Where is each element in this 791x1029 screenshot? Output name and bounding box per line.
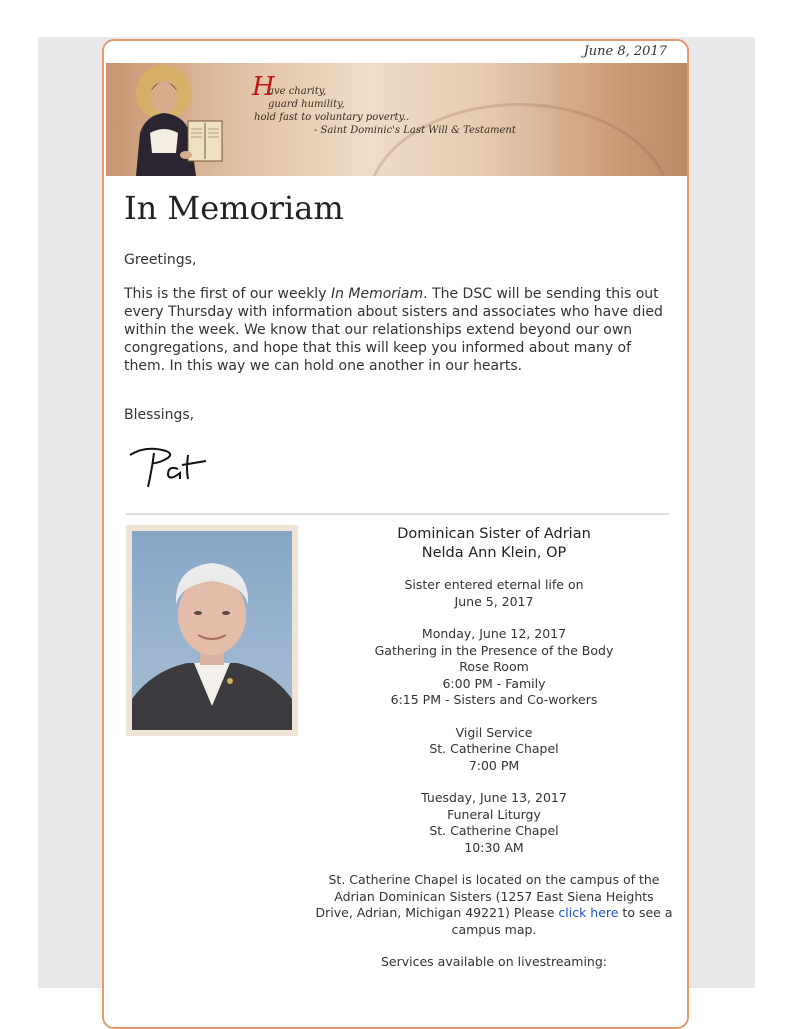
gathering-room: Rose Room — [459, 659, 529, 674]
closing: Blessings, — [124, 407, 195, 423]
obituary — [314, 525, 674, 987]
gathering-date: Monday, June 12, 2017 — [421, 626, 567, 641]
quote-attribution: - Saint Dominic's Last Will & Testament — [314, 125, 516, 136]
congregation-name: Dominican Sister of Adrian — [397, 526, 591, 542]
death-date: June 5, 2017 — [454, 593, 534, 609]
intro-paragraph — [124, 285, 664, 375]
greeting: Greetings, — [124, 252, 197, 268]
page-title: In Memoriam — [124, 189, 344, 227]
gathering-time-sisters: 6:15 PM - Sisters and Co-workers — [390, 692, 598, 707]
campus-map-link[interactable]: click here — [558, 905, 619, 920]
section-divider — [126, 513, 669, 515]
gathering-time-family: 6:00 PM - Family — [442, 675, 546, 691]
location-text: St. Catherine Chapel is located on the campus of the Adrian Dominican Sisters (1257 East Siena Heights Drive, Adrian, Michigan 49221) Please — [315, 872, 660, 920]
vigil-time: 7:00 PM — [468, 757, 520, 773]
intro-emphasis: In Memoriam — [330, 286, 424, 302]
sister-name: Nelda Ann Klein, OP — [421, 545, 567, 561]
funeral-location: St. Catherine Chapel — [429, 823, 559, 838]
header-banner — [106, 63, 689, 176]
portrait-frame — [126, 525, 298, 736]
death-notice-line: Sister entered eternal life on — [404, 577, 584, 592]
funeral-date: Tuesday, June 13, 2017 — [421, 790, 567, 805]
funeral-time: 10:30 AM — [464, 839, 524, 855]
funeral-title: Funeral Liturgy — [447, 806, 541, 822]
livestream-info: Services available on livestreaming: — [380, 954, 607, 969]
portrait-photo — [132, 531, 292, 730]
quote-initial: H — [252, 72, 275, 102]
death-notice — [314, 577, 674, 610]
quote-line: guard humility, — [268, 99, 345, 110]
quote-line: hold fast to voluntary poverty.. — [254, 112, 410, 123]
saint-dominic-image — [126, 63, 246, 176]
intro-text: This is the first of our weekly — [124, 286, 331, 302]
gathering-info — [314, 626, 674, 709]
newsletter-card — [102, 39, 689, 1029]
location-info — [314, 872, 674, 938]
obituary-header — [314, 525, 674, 563]
quote-line: ave charity, — [268, 86, 327, 97]
vigil-info — [314, 725, 674, 775]
vigil-location: St. Catherine Chapel — [429, 741, 559, 756]
location-text-end: to see a campus map. — [451, 905, 673, 937]
banner-decoration — [366, 103, 672, 176]
issue-date: June 8, 2017 — [583, 44, 667, 59]
signature — [126, 441, 216, 491]
gathering-title: Gathering in the Presence of the Body — [374, 642, 614, 658]
vigil-title: Vigil Service — [455, 724, 533, 740]
funeral-info — [314, 790, 674, 856]
intro-text-rest: . The DSC will be sending this out every Thursday with information about sisters and associates who have died within the week. We know that our relationships extend beyond our own congregations, and hope that this will keep you informed about many of them. In this way we can hold one another in our hearts. — [124, 286, 663, 374]
